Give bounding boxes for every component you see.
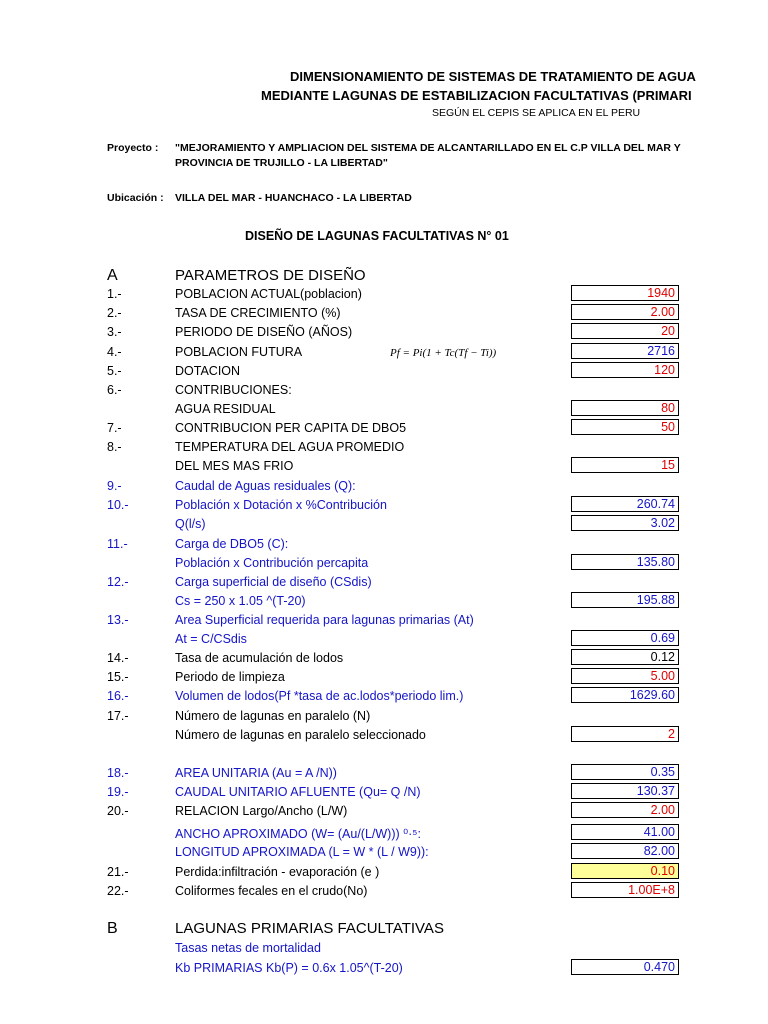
- row-label: CONTRIBUCIONES:: [175, 383, 292, 397]
- row-value-cell[interactable]: 5.00: [571, 668, 679, 684]
- report-title-line2: MEDIANTE LAGUNAS DE ESTABILIZACION FACULTATIVAS (PRIMARI: [261, 88, 692, 103]
- row-value-cell[interactable]: 1629.60: [571, 687, 679, 703]
- row-label: LONGITUD APROXIMADA (L = W * (L / W9)):: [175, 845, 429, 859]
- row-label: Area Superficial requerida para lagunas primarias (At): [175, 613, 474, 627]
- row-label: DOTACION: [175, 364, 241, 378]
- row-label: Cs = 250 x 1.05 ^(T-20): [175, 594, 306, 608]
- row-value-cell[interactable]: 195.88: [571, 592, 679, 608]
- row-label: Periodo de limpieza: [175, 670, 285, 684]
- section-a-title: PARAMETROS DE DISEÑO: [175, 267, 366, 284]
- row-number: 5.-: [107, 364, 122, 378]
- row-label: ANCHO APROXIMADO (W= (Au/(L/W))) ⁰·⁵:: [175, 827, 421, 841]
- row-value-cell[interactable]: 0.35: [571, 764, 679, 780]
- row-value-cell[interactable]: 120: [571, 362, 679, 378]
- row-label: Caudal de Aguas residuales (Q):: [175, 479, 356, 493]
- report-title-line1: DIMENSIONAMIENTO DE SISTEMAS DE TRATAMIENTO DE AGUA: [290, 69, 696, 84]
- row-value-cell[interactable]: 1.00E+8: [571, 882, 679, 898]
- row-label: Volumen de lodos(Pf *tasa de ac.lodos*periodo lim.): [175, 689, 464, 703]
- row-value-cell[interactable]: 2.00: [571, 802, 679, 818]
- row-number: 6.-: [107, 383, 122, 397]
- row-label: CONTRIBUCION PER CAPITA DE DBO5: [175, 421, 407, 435]
- row-label: AGUA RESIDUAL: [175, 402, 276, 416]
- row-value-cell[interactable]: 135.80: [571, 554, 679, 570]
- project-line2: PROVINCIA DE TRUJILLO - LA LIBERTAD": [175, 157, 388, 169]
- row-label: DEL MES MAS FRIO: [175, 459, 294, 473]
- row-value-cell[interactable]: 2.00: [571, 304, 679, 320]
- row-value-cell[interactable]: 130.37: [571, 783, 679, 799]
- row-number: 19.-: [107, 785, 129, 799]
- row-label: Número de lagunas en paralelo seleccionado: [175, 728, 426, 742]
- row-label: PERIODO DE DISEÑO (AÑOS): [175, 325, 353, 339]
- row-value-cell[interactable]: 2: [571, 726, 679, 742]
- row-value-cell[interactable]: 80: [571, 400, 679, 416]
- row-number: 2.-: [107, 306, 122, 320]
- row-number: 7.-: [107, 421, 122, 435]
- row-label: Número de lagunas en paralelo (N): [175, 709, 371, 723]
- project-line1: "MEJORAMIENTO Y AMPLIACION DEL SISTEMA DE ALCANTARILLADO EN EL C.P VILLA DEL MAR Y: [175, 142, 681, 154]
- row-label: Tasa de acumulación de lodos: [175, 651, 344, 665]
- project-label: Proyecto :: [107, 142, 159, 154]
- row-number: 22.-: [107, 884, 129, 898]
- row-label: Q(l/s): [175, 517, 206, 531]
- row-number: 16.-: [107, 689, 129, 703]
- kb-primary-label: Kb PRIMARIAS Kb(P) = 0.6x 1.05^(T-20): [175, 961, 403, 975]
- row-label: Perdida:infiltración - evaporación (e ): [175, 865, 380, 879]
- row-label: AREA UNITARIA (Au = A /N)): [175, 766, 337, 780]
- row-value-cell[interactable]: 1940: [571, 285, 679, 301]
- row-label: RELACION Largo/Ancho (L/W): [175, 804, 348, 818]
- future-population-formula: Pf = Pi(1 + Tc(Tf − Ti)): [390, 347, 497, 359]
- row-number: 12.-: [107, 575, 129, 589]
- row-label: Población x Dotación x %Contribución: [175, 498, 387, 512]
- row-number: 8.-: [107, 440, 122, 454]
- row-value-cell[interactable]: 82.00: [571, 843, 679, 859]
- row-value-cell[interactable]: 15: [571, 457, 679, 473]
- row-label: POBLACION FUTURA: [175, 345, 303, 359]
- row-label: POBLACION ACTUAL(poblacion): [175, 287, 362, 301]
- row-value-cell[interactable]: 50: [571, 419, 679, 435]
- row-value-cell[interactable]: 0.12: [571, 649, 679, 665]
- row-number: 20.-: [107, 804, 129, 818]
- location-value: VILLA DEL MAR - HUANCHACO - LA LIBERTAD: [175, 192, 412, 204]
- row-number: 21.-: [107, 865, 129, 879]
- section-b-letter: B: [107, 920, 118, 937]
- kb-primary-value[interactable]: 0.470: [571, 959, 679, 975]
- row-label: TASA DE CRECIMIENTO (%): [175, 306, 341, 320]
- section-a-letter: A: [107, 267, 118, 284]
- row-value-cell[interactable]: 2716: [571, 343, 679, 359]
- location-label: Ubicación :: [107, 192, 164, 204]
- row-value-cell[interactable]: 41.00: [571, 824, 679, 840]
- mortality-rates-label: Tasas netas de mortalidad: [175, 941, 321, 955]
- section-b-title: LAGUNAS PRIMARIAS FACULTATIVAS: [175, 920, 444, 937]
- row-number: 9.-: [107, 479, 122, 493]
- row-number: 18.-: [107, 766, 129, 780]
- row-value-cell[interactable]: 0.10: [571, 863, 679, 879]
- row-value-cell[interactable]: 20: [571, 323, 679, 339]
- row-label: Población x Contribución percapita: [175, 556, 369, 570]
- design-title: DISEÑO DE LAGUNAS FACULTATIVAS N° 01: [245, 229, 509, 243]
- row-label: CAUDAL UNITARIO AFLUENTE (Qu= Q /N): [175, 785, 421, 799]
- row-label: At = C/CSdis: [175, 632, 247, 646]
- report-subtitle: SEGÚN EL CEPIS SE APLICA EN EL PERU: [432, 107, 641, 119]
- row-number: 1.-: [107, 287, 122, 301]
- row-value-cell[interactable]: 260.74: [571, 496, 679, 512]
- row-label: Carga superficial de diseño (CSdis): [175, 575, 372, 589]
- row-number: 4.-: [107, 345, 122, 359]
- row-number: 14.-: [107, 651, 129, 665]
- row-number: 17.-: [107, 709, 129, 723]
- row-number: 10.-: [107, 498, 129, 512]
- row-value-cell[interactable]: 0.69: [571, 630, 679, 646]
- row-label: Coliformes fecales en el crudo(No): [175, 884, 368, 898]
- row-number: 11.-: [107, 537, 128, 551]
- row-value-cell[interactable]: 3.02: [571, 515, 679, 531]
- row-label: TEMPERATURA DEL AGUA PROMEDIO: [175, 440, 405, 454]
- row-number: 15.-: [107, 670, 129, 684]
- row-number: 13.-: [107, 613, 129, 627]
- row-label: Carga de DBO5 (C):: [175, 537, 289, 551]
- row-number: 3.-: [107, 325, 122, 339]
